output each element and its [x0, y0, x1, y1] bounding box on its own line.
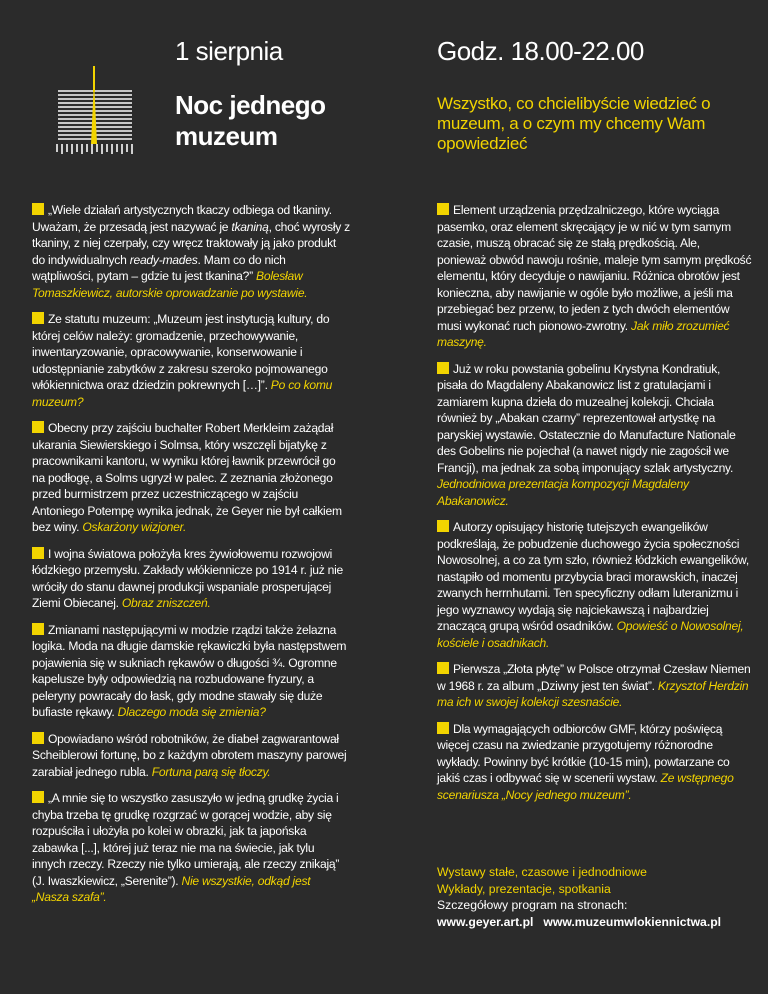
right-column: [437, 202, 752, 813]
fact-item: Dla wymagających odbiorców GMF, którzy poświęcą więcej czasu na zwiedzanie przygotujemy różnorodne wykłady. Powinny być krótkie (10-15 min), powtarzane co jakiś czas i odbywać się w scenerii wystaw. Ze wstępnego scenariusza „Nocy jednego muzeum”.: [437, 721, 734, 802]
yellow-square-icon: [437, 362, 449, 374]
fact-item: Pierwsza „Złota płytę” w Polsce otrzymał Czesław Niemen w 1968 r. za album „Dziwny jest ten świat”. Krzysztof Herdzin ma ich w swojej kolekcji szesnaście.: [437, 662, 751, 709]
spindle-logo-icon: [50, 60, 140, 170]
fact-source: Dlaczego moda się zmienia?: [117, 705, 266, 719]
fact-source: Fortuna parą się tłoczy.: [151, 764, 271, 779]
fact-source: Jak miło zrozumieć maszynę.: [437, 318, 730, 349]
fact-item: Zmianami następującymi w modzie rządzi także żelazna logika. Moda na długie damskie rękawiczki była następstwem pojawienia się w sukniach rękawów o długości ¾. Ogromne kapelusze były odpowiedzią na rozbudowane fryzury, a peleryny powracały do łask, gdy modne stawały się duże bufiaste rękawy. Dlaczego moda się zmienia?: [32, 622, 347, 719]
event-date: 1 sierpnia: [175, 36, 283, 66]
fact-source: Oskarżony wizjoner.: [82, 520, 187, 534]
fact-item: I wojna światowa położyła kres żywiołowemu rozwojowi łódzkiego przemysłu. Zakłady włókiennicze po 1914 r. już nie wróciły do stanu dawnej produkcji wspaniale prosperującej Ziemi Obiecanej. Obraz zniszczeń.: [32, 546, 344, 610]
yellow-square-icon: [32, 547, 44, 559]
fact-item: „Wiele działań artystycznych tkaczy odbiega od tkaniny. Uważam, że przesadą jest nazywać je tkaniną, choć wyrosły z tkaniny, z niej czerpały, czy wręcz traktowały ją jako produkt do indywidualnych ready-mades. Mam co do nich wątpliwości, pytam – gdzie tu jest tkanina?” Bolesław Tomaszkiewicz, autorskie oprowadzanie po wystawie.: [32, 203, 350, 300]
info-line: Szczegółowy program na stronach:: [437, 898, 628, 912]
fact-source: Bolesław Tomaszkiewicz, autorskie oprowadzanie po wystawie.: [32, 269, 308, 300]
fact-item: „A mnie się to wszystko zasuszyło w jedną grudkę życia i chyba trzeba tę grudkę rozgrzać w gorącej wodzie, aby się rozpuściła i ułożyła po kolei w obrazki, jak ta japońska zabawka [...], której już teraz nie ma na świecie, jak tylu innych rzeczy. Rzeczy nie tylko umierają, ale rzeczy znikają” (J. Iwaszkiewicz, „Serenite”). Nie wszystkie, odkąd jest „Nasza szafa”.: [32, 791, 340, 904]
fact-item: Obecny przy zajściu buchalter Robert Merkleim zażądał ukarania Siewierskiego i Solmsa, który wszczęli bijatykę z pracownikami kantoru, w wyniku której ławnik przewrócił go na podłogę, a Solms ugryzł w palec. Z zeznania złożonego przed burmistrzem przez uczestniczącego w zajściu Antoniego Potempę wynika jednak, że Geyer nie był całkiem bez winy. Oskarżony wizjoner.: [32, 421, 342, 534]
event-hours: Godz. 18.00-22.00: [437, 36, 644, 66]
website-links: [437, 914, 757, 931]
yellow-square-icon: [437, 520, 449, 532]
yellow-square-icon: [32, 732, 44, 744]
program-info: [437, 864, 757, 930]
yellow-square-icon: [437, 662, 449, 674]
fact-item: Opowiadano wśród robotników, że diabeł zagwarantował Scheiblerowi fortunę, bo z każdym obrotem maszyny parowej zarabiał jednego rubla. Fortuna parą się tłoczy.: [32, 731, 347, 779]
left-column: [32, 202, 350, 916]
info-line: Wystawy stałe, czasowe i jednodniowe: [437, 865, 647, 879]
fact-source: Po co komu muzeum?: [32, 378, 333, 409]
fact-source: Ze wstępnego scenariusza „Nocy jednego muzeum”.: [437, 771, 734, 802]
yellow-square-icon: [32, 312, 44, 324]
fact-source: Krzysztof Herdzin ma ich w swojej kolekcji szesnaście.: [437, 678, 749, 709]
website-link-geyer[interactable]: www.geyer.art.pl: [437, 914, 534, 929]
fact-source: Opowieść o Nowosolnej, kościele i osadnikach.: [437, 619, 744, 650]
yellow-square-icon: [32, 421, 44, 433]
fact-item: Autorzy opisujący historię tutejszych ewangelików podkreślają, że pobudzenie duchowego życia społeczności Nowosolnej, a co za tym szło, również łódzkich ewangelików, nastąpiło od momentu przybycia braci morawskich, inaczej zwanych herrnhutami. Ten specyficzny odłam luteranizmu i jego wyznawcy wydają się najciekawszą i najbardziej znaczącą grupą wśród osadników. Opowieść o Nowosolnej, kościele i osadnikach.: [437, 520, 749, 650]
fact-source: Nie wszystkie, odkąd jest „Nasza szafa”.: [32, 873, 311, 904]
yellow-square-icon: [437, 203, 449, 215]
website-link-muzeum[interactable]: www.muzeumwlokiennictwa.pl: [543, 914, 722, 929]
event-title: Noc jednego muzeum: [175, 90, 326, 151]
fact-item: Ze statutu muzeum: „Muzeum jest instytucją kultury, do której celów należy: gromadzenie, przechowywanie, inwentaryzowanie, opracowywanie, konserwowanie i udostępnianie zabytków z zakresu szeroko pojmowanego włókiennictwa oraz dziedzin pokrewnych […]”. Po co komu muzeum?: [32, 312, 333, 409]
event-tagline: Wszystko, co chcielibyście wiedzieć o muzeum, a o czym my chcemy Wam opowiedzieć: [437, 94, 711, 153]
yellow-square-icon: [32, 623, 44, 635]
fact-source: Obraz zniszczeń.: [121, 596, 211, 610]
yellow-square-icon: [32, 203, 44, 215]
info-line: Wykłady, prezentacje, spotkania: [437, 881, 611, 896]
fact-item: Już w roku powstania gobelinu Krystyna Kondratiuk, pisała do Magdaleny Abakanowicz list z gratulacjami i zamiarem kupna dzieła do muzealnej kolekcji. Chciała również by „Abakan czarny” reprezentował artystkę na paryskiej wystawie. Ostatecznie do Manufacture Nationale des Gobelins nie pojechał (a nawet nigdy nie zagościł we Francji), ma jednak za sobą imponujący szlak artystyczny. Jednodniowa prezentacja kompozycji Magdaleny Abakanowicz.: [437, 361, 736, 508]
yellow-square-icon: [437, 722, 449, 734]
fact-source: Jednodniowa prezentacja kompozycji Magdaleny Abakanowicz.: [437, 477, 689, 508]
fact-item: Element urządzenia przędzalniczego, które wyciąga pasemko, oraz element skręcający je w nić w tym samym czasie, muszą obracać się ze stałą prędkością. Ale, ponieważ obwód nawoju rośnie, maleje tym samym prędkość elementu, który decyduje o nawijaniu. Różnica obrotów jest konieczna, aby nawijanie w ogóle było możliwe, a jeśli ma przebiegać bez przerw, to jeden z tych dwóch elementów musi wykonać ruch pionowo-zwrotny. Jak miło zrozumieć maszynę.: [437, 203, 752, 349]
yellow-square-icon: [32, 791, 44, 803]
